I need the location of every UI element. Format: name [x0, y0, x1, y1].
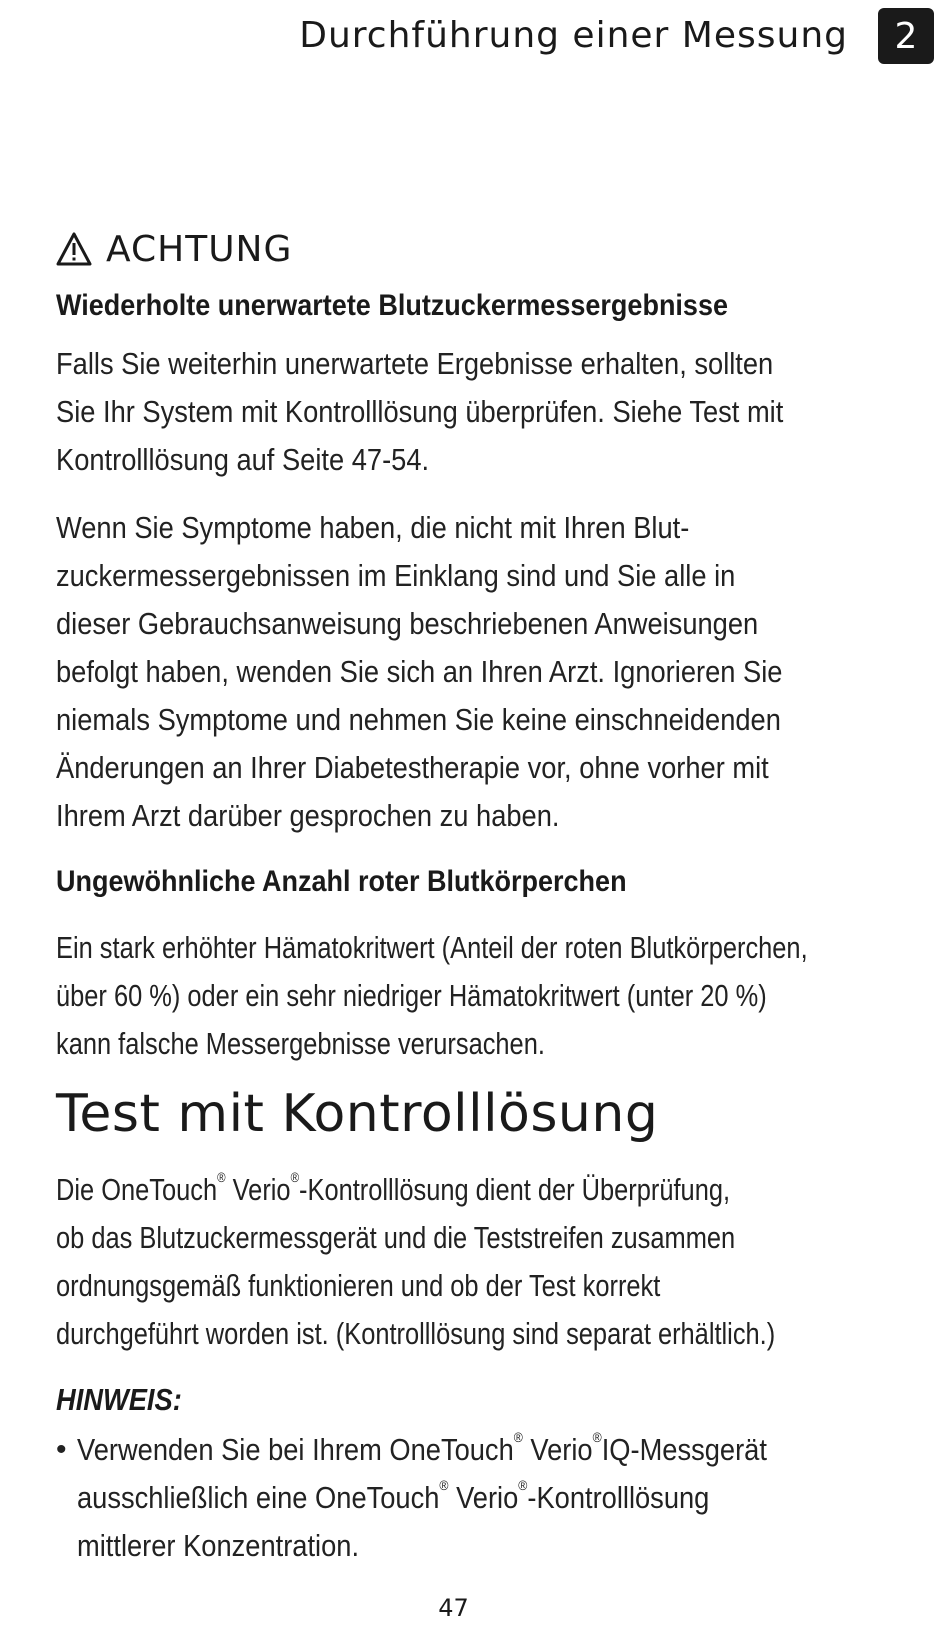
text-line: befolgt haben, wenden Sie sich an Ihren Arzt. Ignorieren Sie	[56, 654, 783, 689]
bullet-text	[77, 1426, 833, 1570]
text-line	[77, 1426, 833, 1474]
paragraph-control-solution-intro	[56, 1166, 942, 1358]
text-fragment: Verio	[225, 1172, 291, 1207]
text-line: zuckermessergebnissen im Einklang sind und Sie alle in	[56, 558, 736, 593]
paragraph-symptoms	[56, 504, 936, 840]
text-line: mittlerer Konzentration.	[77, 1528, 360, 1563]
registered-mark: ®	[439, 1477, 449, 1493]
subheading-unexpected-results: Wiederholte unerwartete Blutzuckermessergebnisse	[56, 289, 728, 322]
registered-mark: ®	[518, 1477, 528, 1493]
text-line: Wenn Sie Symptome haben, die nicht mit Ihren Blut-	[56, 510, 690, 545]
chapter-header	[299, 8, 934, 64]
text-line: durchgeführt worden ist. (Kontrolllösung sind separat erhältlich.)	[56, 1316, 776, 1351]
text-line: über 60 %) oder ein sehr niedriger Hämatokritwert (unter 20 %)	[56, 978, 767, 1013]
text-line: Falls Sie weiterhin unerwartete Ergebnisse erhalten, sollten	[56, 346, 774, 381]
text-fragment: -Kontrolllösung	[527, 1480, 710, 1515]
text-line: Ein stark erhöhter Hämatokritwert (Anteil der roten Blutkörperchen,	[56, 930, 808, 965]
note-label: HINWEIS:	[56, 1382, 182, 1417]
text-fragment: Verio	[448, 1480, 519, 1515]
chapter-title: Durchführung einer Messung	[299, 15, 848, 56]
registered-mark: ®	[290, 1169, 300, 1185]
text-line: dieser Gebrauchsanweisung beschriebenen Anweisungen	[56, 606, 759, 641]
text-fragment: -Kontrolllösung dient der Überprüfung,	[299, 1172, 731, 1207]
page-content	[56, 222, 936, 1570]
text-line	[56, 1166, 942, 1214]
text-line: Kontrolllösung auf Seite 47-54.	[56, 442, 430, 477]
paragraph-control-solution-check	[56, 340, 936, 484]
text-line: Ihrem Arzt darüber gesprochen zu haben.	[56, 798, 560, 833]
chapter-number-badge: 2	[878, 8, 934, 64]
bullet-icon: •	[56, 1433, 67, 1466]
registered-mark: ®	[217, 1169, 226, 1185]
text-line: ob das Blutzuckermessgerät und die Teststreifen zusammen	[56, 1220, 736, 1255]
section-title: Test mit Kontrolllösung	[56, 1084, 659, 1144]
text-fragment: IQ-Messgerät	[602, 1432, 768, 1467]
subheading-red-blood-cells: Ungewöhnliche Anzahl roter Blutkörperchen	[56, 865, 627, 898]
text-line: Sie Ihr System mit Kontrolllösung überprüfen. Siehe Test mit	[56, 394, 784, 429]
text-line: kann falsche Messergebnisse verursachen.	[56, 1026, 545, 1061]
list-item	[56, 1426, 936, 1570]
text-fragment: Verwenden Sie bei Ihrem OneTouch	[77, 1432, 515, 1467]
text-line: Änderungen an Ihrer Diabetestherapie vor, ohne vorher mit	[56, 750, 769, 785]
text-line	[77, 1474, 833, 1522]
page-number: 47	[438, 1594, 469, 1622]
text-line: niemals Symptome und nehmen Sie keine einschneidenden	[56, 702, 781, 737]
text-line: ordnungsgemäß funktionieren und ob der Test korrekt	[56, 1268, 661, 1303]
paragraph-hematocrit	[56, 924, 942, 1068]
warning-triangle-icon	[56, 232, 92, 266]
warning-title: ACHTUNG	[106, 228, 293, 270]
registered-mark: ®	[593, 1429, 603, 1445]
text-fragment: Die OneTouch	[56, 1172, 218, 1207]
warning-heading	[56, 222, 936, 276]
text-fragment: ausschließlich eine OneTouch	[77, 1480, 440, 1515]
text-fragment: Verio	[523, 1432, 594, 1467]
registered-mark: ®	[514, 1429, 524, 1445]
